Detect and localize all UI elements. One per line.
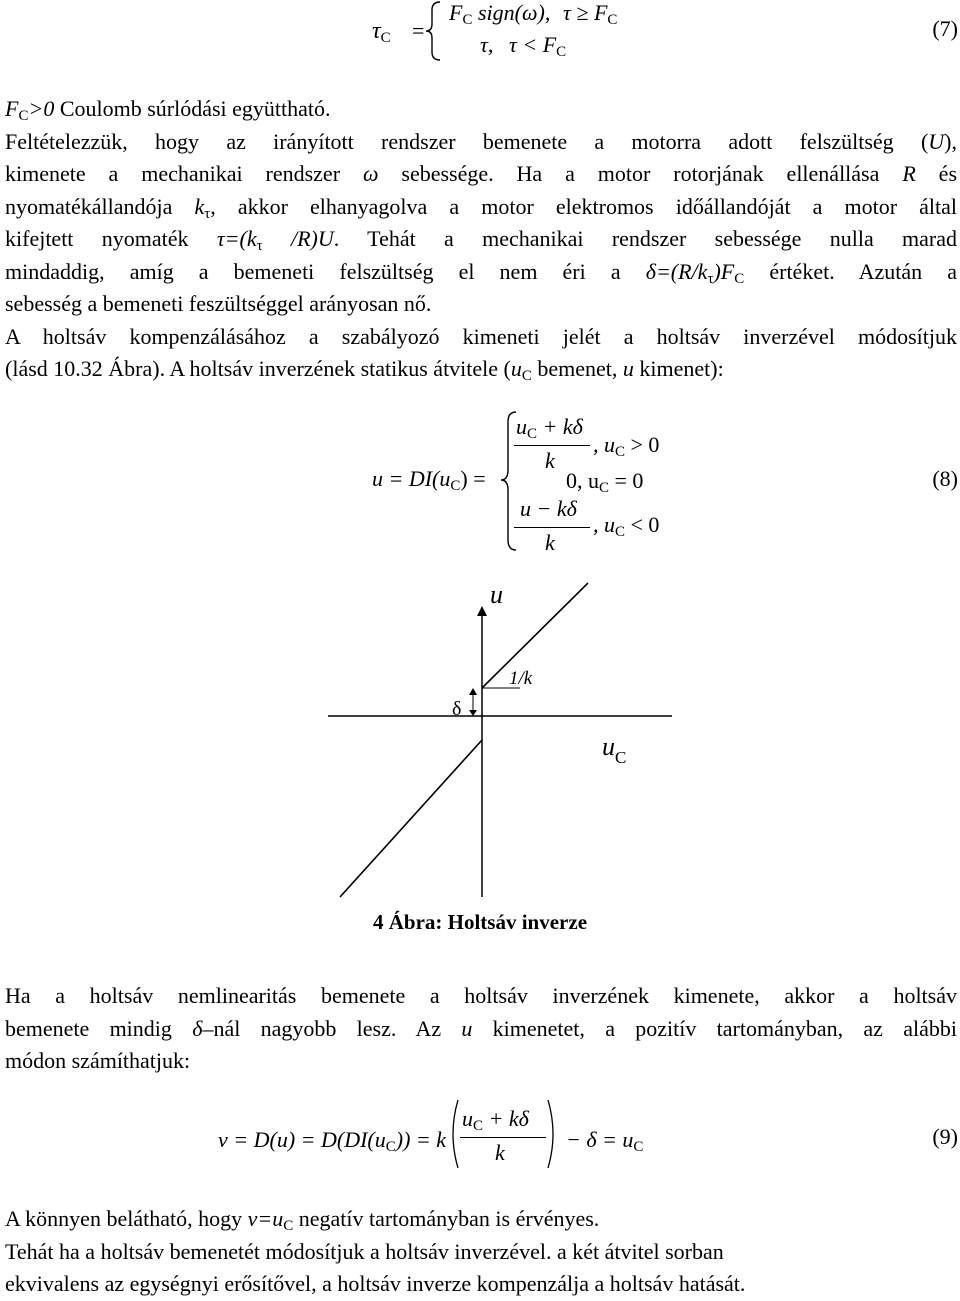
left-brace-icon [424,0,444,62]
paragraph-2: Ha a holtsáv nemlinearitás bemenete a holtsáv inverzének kimenete, akkor a holtsáv bemenete mindig δ–nál nagyobb lesz. Az u kimenetet, a pozitív tartományban, az alábbi módon számíthatjuk: [5,983,957,1073]
fraction-bar [460,1137,546,1138]
equation-number-7: (7) [932,16,958,41]
delta-label: δ [452,698,462,720]
x-axis-label: $u_C$ [602,732,627,767]
y-axis-label: u [490,580,503,609]
fraction-bar [514,445,590,446]
figure-caption: 4 Ábra: Holtsáv inverze [372,910,588,934]
delta-arrow-bottom [469,710,477,716]
delta-arrow-top [469,688,477,695]
fraction-bar [514,527,590,528]
paragraph-3: A könnyen belátható, hogy $v=u_C$ negatív tartományban is érvényes. Tehát ha a holtsáv bemenetét módosítjuk a holtsáv inverzével. a két átvitel sorban ekvivalens az egységnyi erősítővel, a holtsáv inverze kompenzálja a holtsáv hatását. [5,1206,746,1296]
equation-number-9: (9) [932,1124,958,1149]
paragraph-1: $F_C>0$ Coulomb súrlódási együttható. Feltételezzük, hogy az irányított rendszer bemenete a motorra adott felszültség (U), kimenete a mechanikai rendszer ω sebessége. Ha a motor rotorjának ellenállása R és nyomatékállandója $k_\tau$, akkor elhanyagolva a motor elektromos időállandóját a motor által kifejtett nyomaték $\tau=(k_\tau$ /R)U. Tehát a mechanikai rendszer sebessége nulla marad mindaddig, amíg a bemeneti felszültség el nem éri a $\delta=(R/k_\tau)F_C$ értéket. Azután a sebesség a bemeneti feszültséggel arányosan nő. A holtsáv kompenzálásához a szabályozó kimeneti jelét a holtsáv inverzével módosítjuk (lásd 10.32 Ábra). A holtsáv inverzének statikus átvitele ($u_C$ bemenet, u kimenet): [5,96,958,384]
slope-label: 1/k [509,668,533,689]
dead-zone-inverse-figure [320,575,680,905]
lower-branch-line [340,740,482,897]
equation-number-8: (8) [932,466,958,491]
